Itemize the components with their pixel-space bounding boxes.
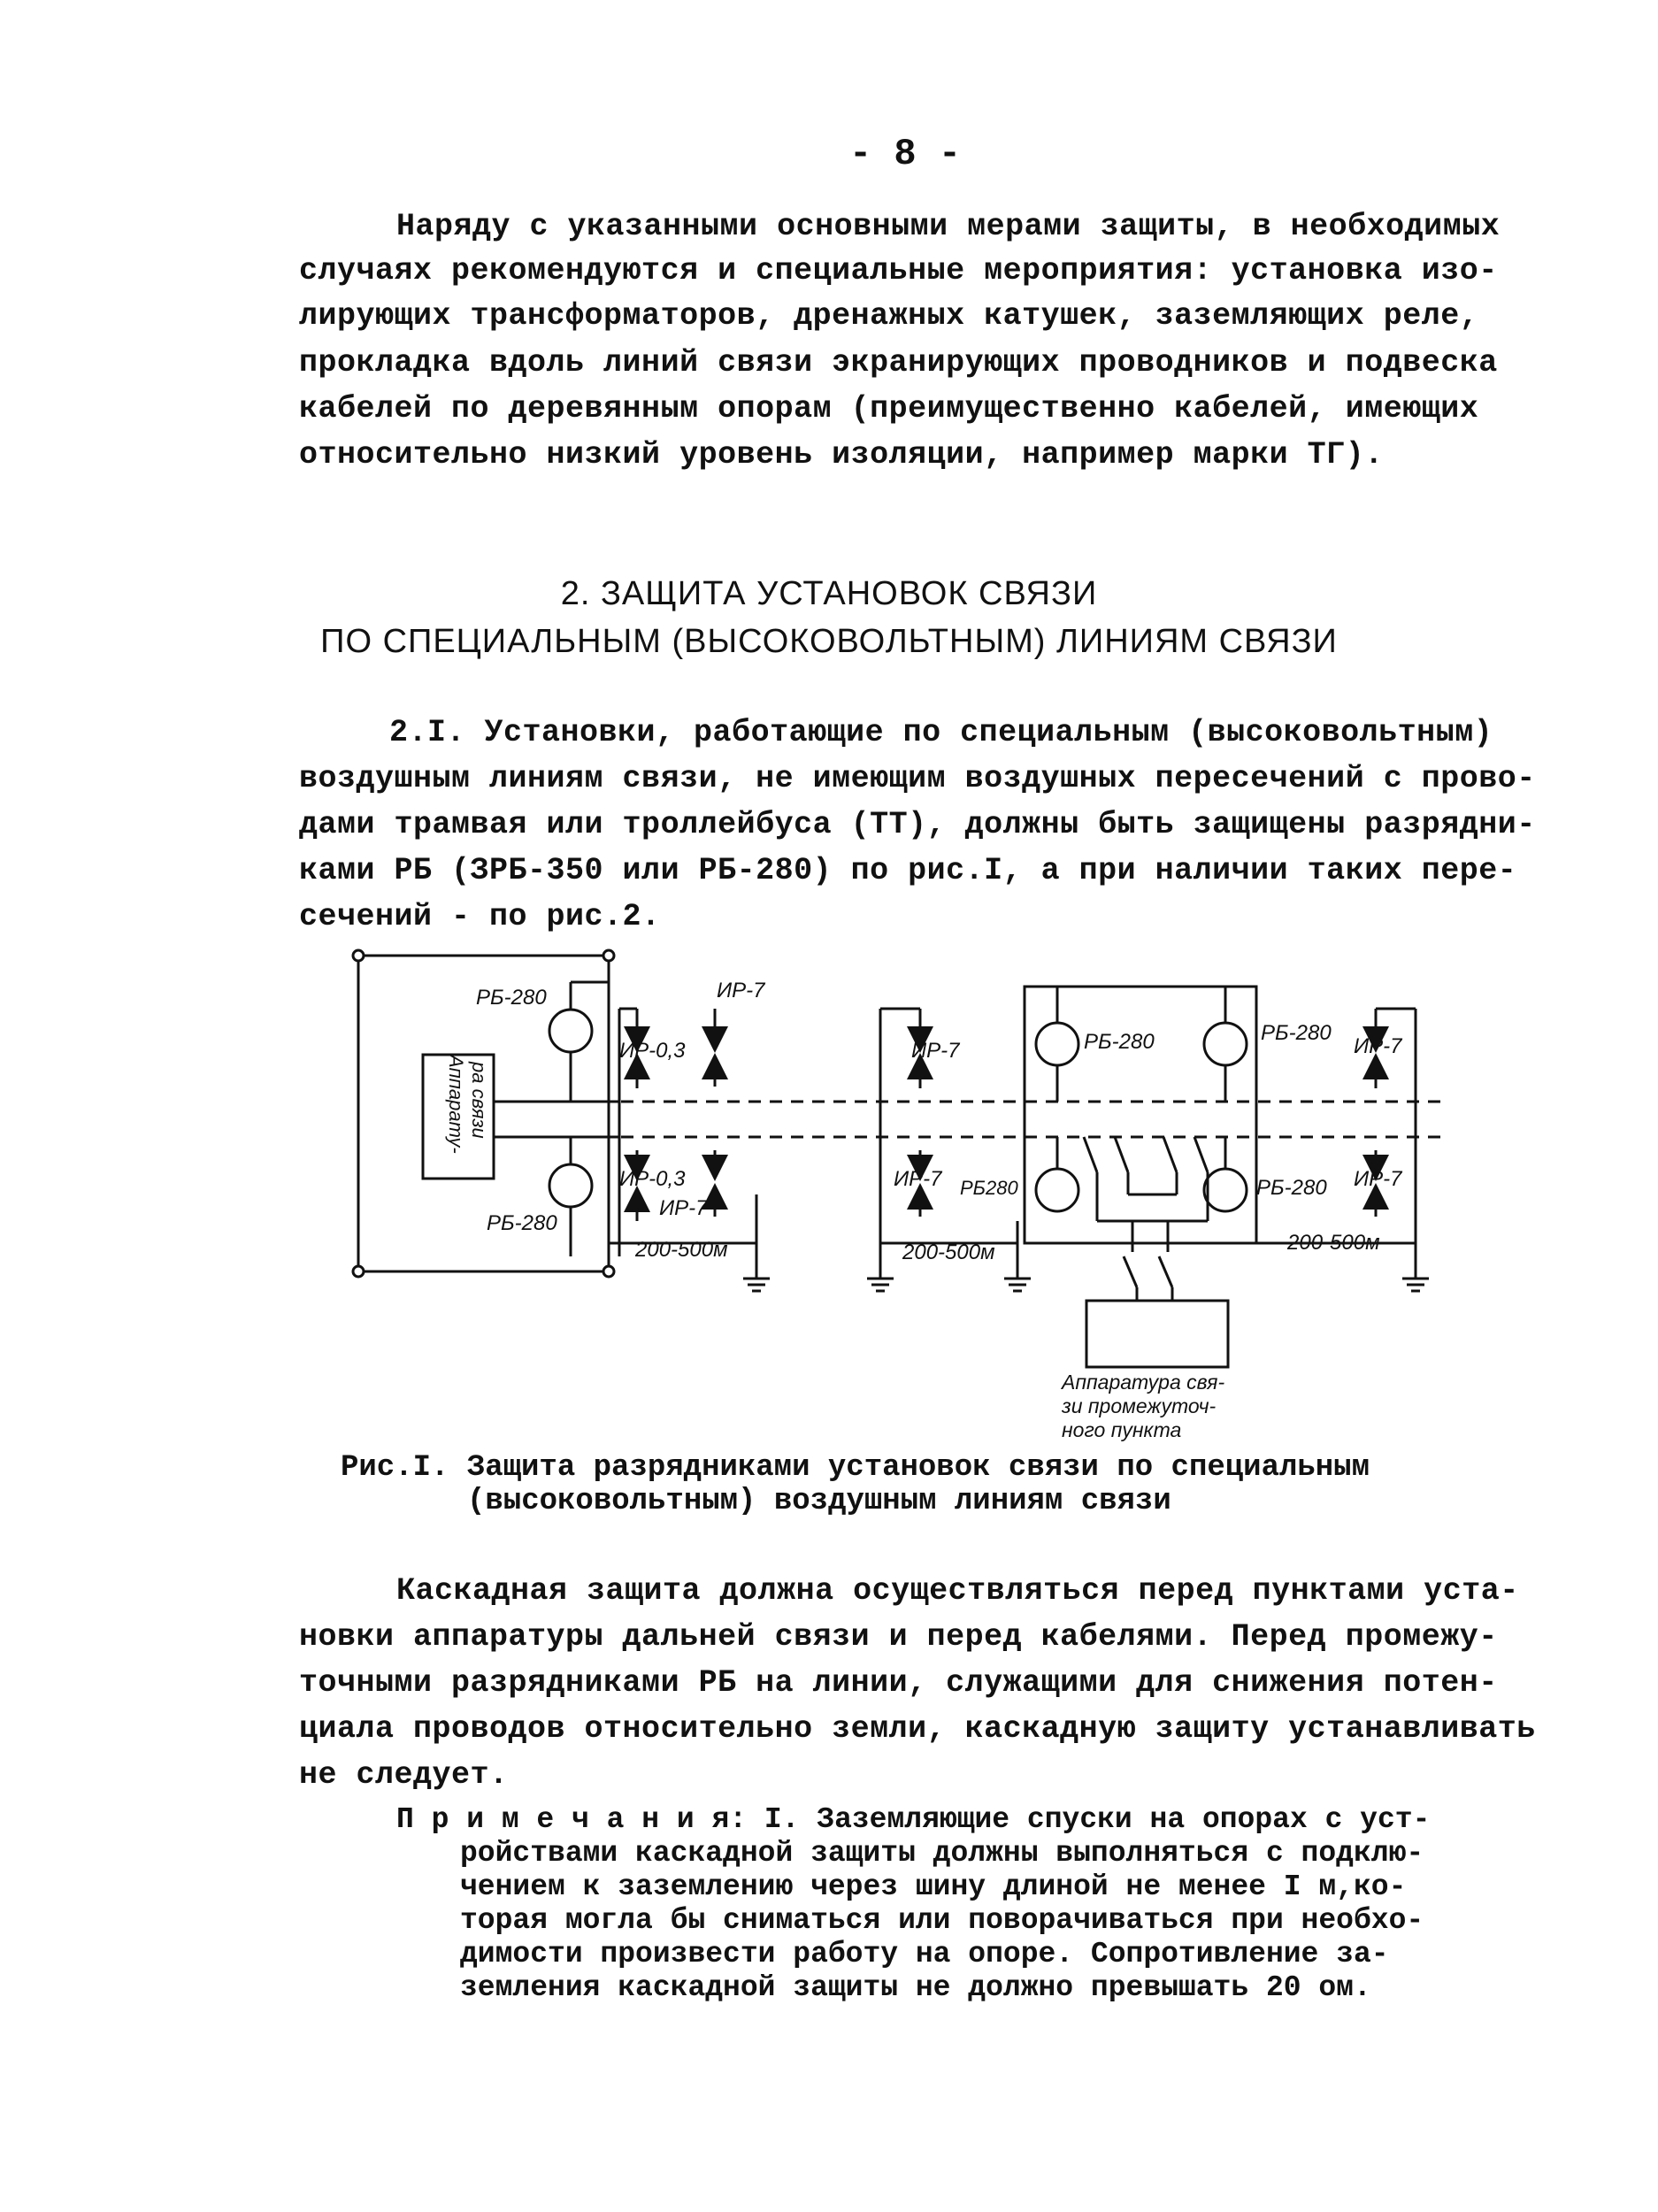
para1-line: Наряду с указанными основными мерами защиты, в необходимых <box>396 209 1501 244</box>
para2-line: дами трамвая или троллейбуса (ТТ), должны быть защищены разрядни- <box>299 807 1536 842</box>
note-line: П р и м е ч а н и я: I. Заземляющие спуски на опорах с уст- <box>396 1803 1431 1836</box>
figure-caption: Рис.I. Защита разрядниками установок связи по специальным <box>341 1451 1370 1485</box>
arrester-rb280-mid-bottom-left <box>1036 1169 1078 1211</box>
para3-line: циала проводов относительно земли, каскадную защиту устанавливать <box>299 1711 1536 1747</box>
label-distance: 200-500м <box>902 1240 995 1264</box>
label-ir7: ИР-7 <box>1354 1167 1402 1191</box>
protection-schematic <box>0 938 1658 1451</box>
para1-line: прокладка вдоль линий связи экранирующих проводников и подвеска <box>299 345 1498 380</box>
label-ir7: ИР-7 <box>659 1196 708 1220</box>
note-line: чением к заземлению через шину длиной не менее I м,ко- <box>460 1870 1407 1903</box>
label-apparatus-mid: зи промежуточ- <box>1062 1394 1217 1417</box>
label-distance: 200-500м <box>635 1238 728 1262</box>
para2-line: 2.I. Установки, работающие по специальным (высоковольтным) <box>389 715 1493 750</box>
label-rb280: РБ-280 <box>487 1211 557 1235</box>
label-ir7: ИР-7 <box>1354 1034 1402 1058</box>
para2-line: сечений - по рис.2. <box>299 899 661 934</box>
label-ir03: ИР-0,3 <box>619 1039 686 1063</box>
para3-line: точными разрядниками РБ на линии, служащими для снижения потен- <box>299 1665 1498 1701</box>
label-ir03: ИР-0,3 <box>619 1167 686 1191</box>
note-line: торая могла бы сниматься или поворачиваться при необхо- <box>460 1904 1424 1937</box>
para1-line: случаях рекомендуются и специальные мероприятия: установка изо- <box>299 253 1498 288</box>
para3-line: Каскадная защита должна осуществляться перед пунктами уста- <box>396 1573 1519 1609</box>
section-heading: ПО СПЕЦИАЛЬНЫМ (ВЫСОКОВОЛЬТНЫМ) ЛИНИЯМ СВЯЗИ <box>320 623 1338 660</box>
para3-line: новки аппаратуры дальней связи и перед кабелями. Перед промежу- <box>299 1619 1498 1655</box>
label-rb280: РБ-280 <box>1256 1176 1327 1200</box>
arrester-rb280-left-bottom <box>549 1164 592 1207</box>
label-rb280: РБ-280 <box>1084 1030 1155 1054</box>
label-apparatus-left: Аппарату- <box>445 1055 467 1154</box>
label-rb280-alt: РБ280 <box>960 1177 1018 1199</box>
para3-line: не следует. <box>299 1757 509 1793</box>
figure-caption: (высоковольтным) воздушным линиям связи <box>467 1485 1171 1518</box>
apparatus-box-mid <box>1086 1301 1228 1367</box>
para1-line: относительно низкий уровень изоляции, например марки ТГ). <box>299 437 1384 472</box>
label-ir7: ИР-7 <box>911 1039 960 1063</box>
arrester-rb280-left-top <box>549 1010 592 1052</box>
label-distance: 200-500м <box>1287 1231 1380 1255</box>
arrester-rb280-mid-top-right <box>1204 1023 1247 1065</box>
arrester-rb280-mid-top-left <box>1036 1023 1078 1065</box>
section-heading: 2. ЗАЩИТА УСТАНОВОК СВЯЗИ <box>560 575 1098 612</box>
intermediate-frame <box>1025 987 1256 1243</box>
note-line: ройствами каскадной защиты должны выполняться с подклю- <box>460 1837 1424 1870</box>
para2-line: ками РБ (ЗРБ-350 или РБ-280) по рис.I, а при наличии таких пере- <box>299 853 1517 888</box>
label-ir7: ИР-7 <box>717 979 765 1002</box>
label-apparatus-left: ра связи <box>468 1062 490 1139</box>
label-rb280: РБ-280 <box>476 986 547 1010</box>
label-rb280: РБ-280 <box>1261 1021 1332 1045</box>
arrester-rb280-mid-bottom-right <box>1204 1169 1247 1211</box>
para2-line: воздушным линиям связи, не имеющим воздушных пересечений с прово- <box>299 761 1536 796</box>
label-apparatus-mid: Аппаратура свя- <box>1062 1371 1225 1394</box>
para1-line: лирующих трансформаторов, дренажных катушек, заземляющих реле, <box>299 298 1479 334</box>
note-line: земления каскадной защиты не должно превышать 20 ом. <box>460 1971 1371 2004</box>
para1-line: кабелей по деревянным опорам (преимущественно кабелей, имеющих <box>299 391 1479 426</box>
label-ir7: ИР-7 <box>894 1167 942 1191</box>
label-apparatus-mid: ного пункта <box>1062 1418 1182 1441</box>
note-line: димости произвести работу на опоре. Сопротивление за- <box>460 1938 1389 1970</box>
page-number: - 8 - <box>849 133 962 175</box>
